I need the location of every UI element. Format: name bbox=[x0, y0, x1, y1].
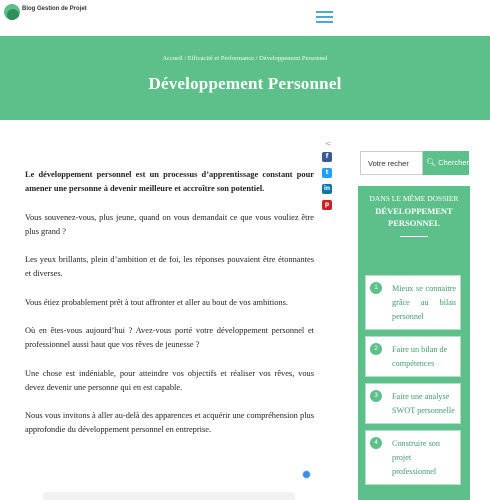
folder-item-label: Faire un bilan de compétences bbox=[392, 345, 448, 368]
folder-item-link[interactable] bbox=[365, 430, 461, 485]
page-title: Développement Personnel bbox=[148, 74, 342, 93]
article-body bbox=[25, 168, 314, 452]
article-paragraph: Vous souvenez-vous, plus jeune, quand on vous demandait ce que vous vouliez être plus grand ? bbox=[25, 212, 314, 236]
article-lead: Le développement personnel est un processus d’apprentissage constant pour amener une personne à devenir meilleure et accroître son potentiel. bbox=[25, 170, 314, 193]
search-button[interactable] bbox=[423, 151, 469, 175]
article-paragraph: Vous étiez probablement prêt à tout affronter et aller au bout de vos ambitions. bbox=[25, 297, 288, 307]
same-folder-widget bbox=[358, 186, 470, 500]
site-logo[interactable] bbox=[4, 4, 87, 20]
breadcrumb: Accueil / Efficacité et Performance / Développement Personnel bbox=[162, 55, 328, 62]
search-icon: 🔍︎ bbox=[426, 158, 437, 167]
share-bar bbox=[322, 140, 334, 216]
article-paragraph: Une chose est indéniable, pour atteindre vos objectifs et réaliser vos rêves, vous devez devenir une personne qui en est capable. bbox=[25, 368, 314, 392]
folder-item-label: Mieux se connaitre grâce au bilan personnel bbox=[392, 284, 456, 321]
item-number: 2 bbox=[370, 343, 382, 355]
folder-title: DÉVELOPPEMENT PERSONNEL bbox=[375, 206, 453, 228]
folder-divider bbox=[400, 236, 428, 237]
folder-item-link[interactable] bbox=[365, 275, 461, 330]
breadcrumb-home[interactable]: Accueil bbox=[162, 55, 183, 62]
logo-text: Blog Gestion de Projet bbox=[22, 6, 87, 12]
top-bar bbox=[0, 0, 490, 36]
search-input[interactable] bbox=[360, 151, 423, 175]
next-content-card bbox=[43, 492, 295, 500]
item-number: 3 bbox=[370, 390, 382, 402]
article-paragraph: Nous vous invitons à aller au-delà des apparences et acquérir une compréhension plus approfondie du développement personnel en entreprise. bbox=[25, 411, 314, 434]
folder-kicker: DANS LE MÊME DOSSIER bbox=[369, 194, 459, 203]
folder-item-label: Faire une analyse SWOT personnelle bbox=[392, 392, 455, 415]
breadcrumb-current: Développement Personnel bbox=[259, 55, 328, 62]
breadcrumb-category[interactable]: Efficacité et Performance bbox=[187, 55, 255, 62]
hamburger-icon[interactable] bbox=[316, 11, 333, 23]
article-paragraph: Les yeux brillants, plein d’ambition et de foi, les réponses pouvaient être étonnantes et diverses. bbox=[25, 255, 314, 278]
item-number: 4 bbox=[370, 437, 382, 449]
facebook-icon[interactable]: f bbox=[322, 152, 332, 162]
sidebar-search bbox=[360, 151, 469, 175]
folder-item-label: Construire son projet professionnel bbox=[392, 439, 440, 476]
linkedin-icon[interactable]: in bbox=[323, 185, 331, 192]
logo-icon bbox=[4, 4, 20, 20]
folder-item-link[interactable] bbox=[365, 383, 461, 424]
notification-dot-icon[interactable] bbox=[302, 470, 311, 479]
page-hero bbox=[0, 36, 490, 120]
folder-item-link[interactable] bbox=[365, 336, 461, 377]
share-icon: < bbox=[325, 139, 332, 148]
article-paragraph: Où en êtes-vous aujourd’hui ? Avez-vous porté votre développement personnel et professionnel aussi haut que vos rêves de jeunesse ? bbox=[25, 326, 314, 349]
twitter-icon[interactable]: t bbox=[322, 168, 332, 178]
item-number: 1 bbox=[370, 282, 382, 294]
search-button-label: Chercher bbox=[438, 158, 470, 167]
pinterest-icon[interactable]: p bbox=[322, 200, 332, 210]
